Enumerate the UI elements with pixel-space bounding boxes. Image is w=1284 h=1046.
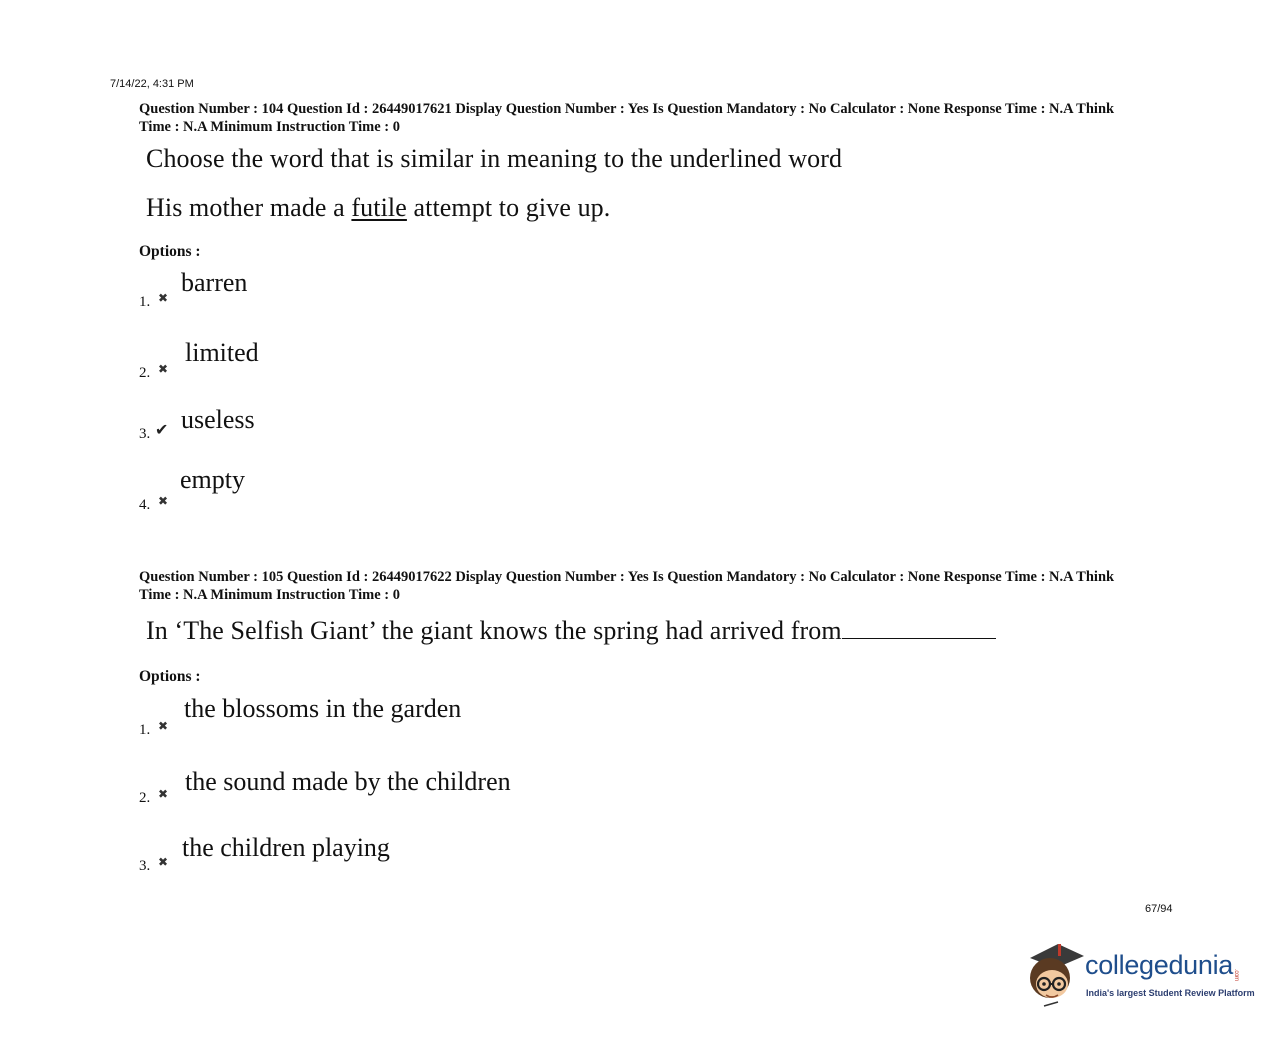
collegedunia-mascot-icon [1024,940,1086,1008]
brand-name-text: collegedunia [1085,950,1234,980]
prompt-text-before: His mother made a [146,193,352,222]
option-text-empty: empty [180,465,245,494]
question-105-meta: Question Number : 105 Question Id : 26449017622 Display Question Number : Yes Is Question Mandatory : No Calculator : None Response Time : N.A Think Time : N.A Minimum Instruction Time : 0 [139,569,1115,603]
cross-icon: ✖ [158,787,169,801]
question-104-prompt-line2 [146,193,610,223]
brand-name[interactable] [1085,950,1239,981]
prompt-text: In ‘The Selfish Giant’ the giant knows the spring had arrived from [146,616,842,645]
option-number: 1. [139,294,151,310]
question-105-options-label: Options : [139,668,201,685]
brand-suffix: .com [1233,969,1240,981]
option-number: 3. [139,858,151,874]
option-number: 1. [139,722,151,738]
option-text-barren: barren [181,268,248,297]
cross-icon: ✖ [158,855,169,869]
option-text-limited: limited [185,338,259,367]
question-104-prompt-line1: Choose the word that is similar in meaning to the underlined word [146,144,843,173]
answer-blank [842,616,996,639]
check-icon: ✔ [155,422,169,439]
option-number: 4. [139,497,151,513]
page-number: 67/94 [1145,903,1173,915]
cross-icon: ✖ [158,291,169,305]
question-104-options-label: Options : [139,243,201,260]
cross-icon: ✖ [158,494,169,508]
option-number: 3. [139,426,151,442]
option-number: 2. [139,365,151,381]
question-104-meta: Question Number : 104 Question Id : 26449017621 Display Question Number : Yes Is Question Mandatory : No Calculator : None Response Time : N.A Think Time : N.A Minimum Instruction Time : 0 [139,101,1115,135]
cross-icon: ✖ [158,362,169,376]
option-text-children-playing: the children playing [182,833,390,862]
prompt-text-after: attempt to give up. [406,193,611,222]
cross-icon: ✖ [158,719,169,733]
underlined-word: futile [351,193,407,222]
brand-tagline: India's largest Student Review Platform [1086,988,1255,998]
option-text-blossoms: the blossoms in the garden [184,694,462,723]
option-number: 2. [139,790,151,806]
option-text-useless: useless [181,405,255,434]
print-timestamp: 7/14/22, 4:31 PM [110,78,194,90]
question-105-prompt [146,616,996,646]
option-text-sound: the sound made by the children [185,767,511,796]
